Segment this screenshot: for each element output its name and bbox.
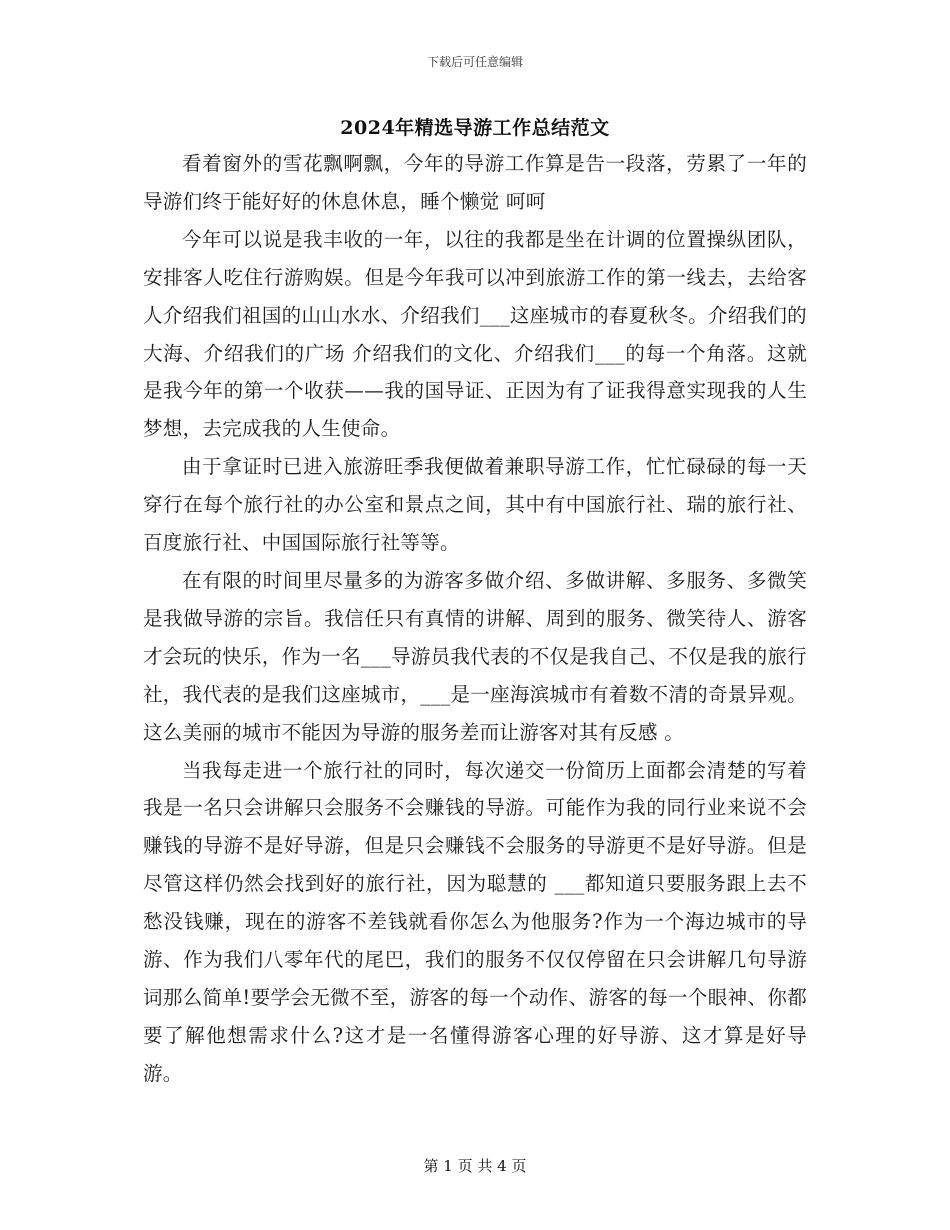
paragraph-3: 由于拿证时已进入旅游旺季我便做着兼职导游工作，忙忙碌碌的每一天穿行在每个旅行社的办公室和景点之间，其中有中国旅行社、瑞的旅行社、百度旅行社、中国国际旅行社等等。 (143, 455, 807, 555)
header-note: 下载后可任意编辑 (426, 55, 523, 69)
document-body (143, 145, 807, 1093)
document-title: 2024年精选导游工作总结范文 (340, 117, 610, 139)
paragraph-4: 在有限的时间里尽量多的为游客多做介绍、多做讲解、多服务、多微笑是我做导游的宗旨。我信任只有真情的讲解、周到的服务、微笑待人、游客才会玩的快乐，作为一名___导游员我代表的不仅是我自己、不仅是我的旅行社，我代表的是我们这座城市，___是一座海滨城市有着数不清的奇景异观。这么美丽的城市不能因为导游的服务差而让游客对其有反感 。 (143, 568, 807, 744)
paragraph-2: 今年可以说是我丰收的一年，以往的我都是坐在计调的位置操纵团队，安排客人吃住行游购娱。但是今年我可以冲到旅游工作的第一线去，去给客人介绍我们祖国的山山水水、介绍我们___这座城市的春夏秋冬。介绍我们的大海、介绍我们的广场 介绍我们的文化、介绍我们___的每一个角落。这就是我今年的第一个收获——我的国导证、正因为有了证我得意实现我的人生梦想，去完成我的人生使命。 (143, 227, 807, 441)
paragraph-1: 看着窗外的雪花飘啊飘，今年的导游工作算是告一段落，劳累了一年的导游们终于能好好的休息休息，睡个懒觉 呵呵 (143, 152, 807, 213)
page-number-footer: 第 1 页 共 4 页 (423, 1157, 527, 1175)
paragraph-5: 当我每走进一个旅行社的同时，每次递交一份简历上面都会清楚的写着我是一名只会讲解只会服务不会赚钱的导游。可能作为我的同行业来说不会赚钱的导游不是好导游，但是只会赚钱不会服务的导游更不是好导游。但是尽管这样仍然会找到好的旅行社，因为聪慧的 ___都知道只要服务跟上去不愁没钱赚，现在的游客不差钱就看你怎么为他服务?作为一个海边城市的导游、作为我们八零年代的尾巴，我们的服务不仅仅停留在只会讲解几句导游词那么简单!要学会无微不至，游客的每一个动作、游客的每一个眼神、你都要了解他想需求什么?这才是一名懂得游客心理的好导游、这才算是好导游。 (143, 758, 807, 1085)
